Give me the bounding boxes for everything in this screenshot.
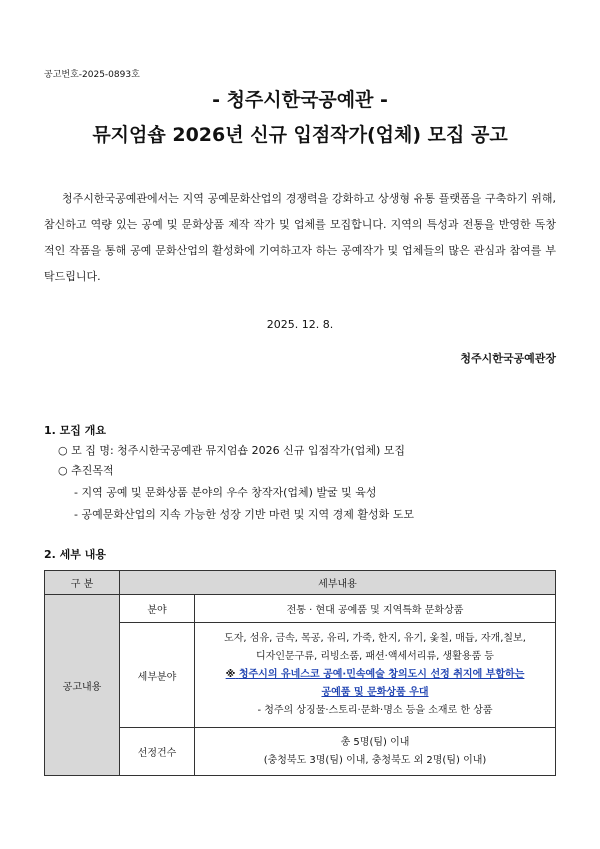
section1-purpose-2: - 공예문화산업의 지속 가능한 성장 기반 마련 및 지역 경제 활성화 도모 xyxy=(74,508,414,521)
section1-purpose-1: - 지역 공예 및 문화상품 분야의 우수 창작자(업체) 발굴 및 육성 xyxy=(74,486,377,499)
detail-highlight-line: 청주시의 유네스코 공예·민속예술 창의도시 선정 취지에 부합하는 xyxy=(238,669,525,680)
table-row xyxy=(45,623,556,728)
title-organization: - 청주시한국공예관 - xyxy=(212,89,388,111)
intro-text: 청주시한국공예관에서는 지역 공예문화산업의 경쟁력을 강화하고 상생형 유통 플랫폼을 구축하기 위해, 참신하고 역량 있는 공예 및 문화상품 제작 작가 및 업체를 모집합니다. 지역의 특성과 전통을 반영한 독창적인 작품을 통해 공예 문화산업의 활성화에 기여하고자 하는 공예작가 및 업체들의 많은 관심과 참여를 부탁드립니다. xyxy=(44,192,556,283)
section2-heading: 2. 세부 내용 xyxy=(44,548,106,561)
table-header-row xyxy=(45,571,556,595)
detail-line: 디자인문구류, 리빙소품, 패션·액세서리류, 생활용품 등 xyxy=(256,651,494,662)
count-line: 총 5명(팀) 이내 xyxy=(340,736,410,748)
table-header-details: 세부내용 xyxy=(120,571,556,595)
notice-date: 2025. 12. 8. xyxy=(266,318,334,331)
row-value-detail xyxy=(195,623,556,728)
detail-highlight-line: 공예품 및 문화상품 우대 xyxy=(321,687,429,698)
table-row xyxy=(45,728,556,776)
signer: 청주시한국공예관장 xyxy=(460,352,556,365)
table-group-label: 공고내용 xyxy=(45,595,120,776)
detail-line: 도자, 섬유, 금속, 목공, 유리, 가죽, 한지, 유기, 옻칠, 매듭, 자개,칠보, xyxy=(224,633,526,644)
row-value-field: 전통 · 현대 공예품 및 지역특화 문화상품 xyxy=(195,595,556,623)
detail-table xyxy=(44,570,556,776)
section1-heading: 1. 모집 개요 xyxy=(44,424,106,437)
row-label-count: 선정건수 xyxy=(120,728,195,776)
section1-item-name: ○ 모 집 명: 청주시한국공예관 뮤지엄숍 2026 신규 입점작가(업체) 모집 xyxy=(58,444,405,457)
intro-paragraph xyxy=(44,186,556,290)
table-header-category: 구 분 xyxy=(45,571,120,595)
page-title: 뮤지엄숍 2026년 신규 입점작가(업체) 모집 공고 xyxy=(92,124,508,146)
row-value-count xyxy=(195,728,556,776)
count-line: (충청북도 3명(팀) 이내, 충청북도 외 2명(팀) 이내) xyxy=(263,754,487,766)
row-label-detail: 세부분야 xyxy=(120,623,195,728)
notice-number: 공고번호-2025-0893호 xyxy=(44,70,140,80)
detail-line: - 청주의 상징물·스토리·문화·명소 등을 소재로 한 상품 xyxy=(257,705,493,716)
row-label-field: 분야 xyxy=(120,595,195,623)
table-row xyxy=(45,595,556,623)
section1-item-purpose: ○ 추진목적 xyxy=(58,464,114,477)
note-mark: ※ xyxy=(225,669,236,680)
